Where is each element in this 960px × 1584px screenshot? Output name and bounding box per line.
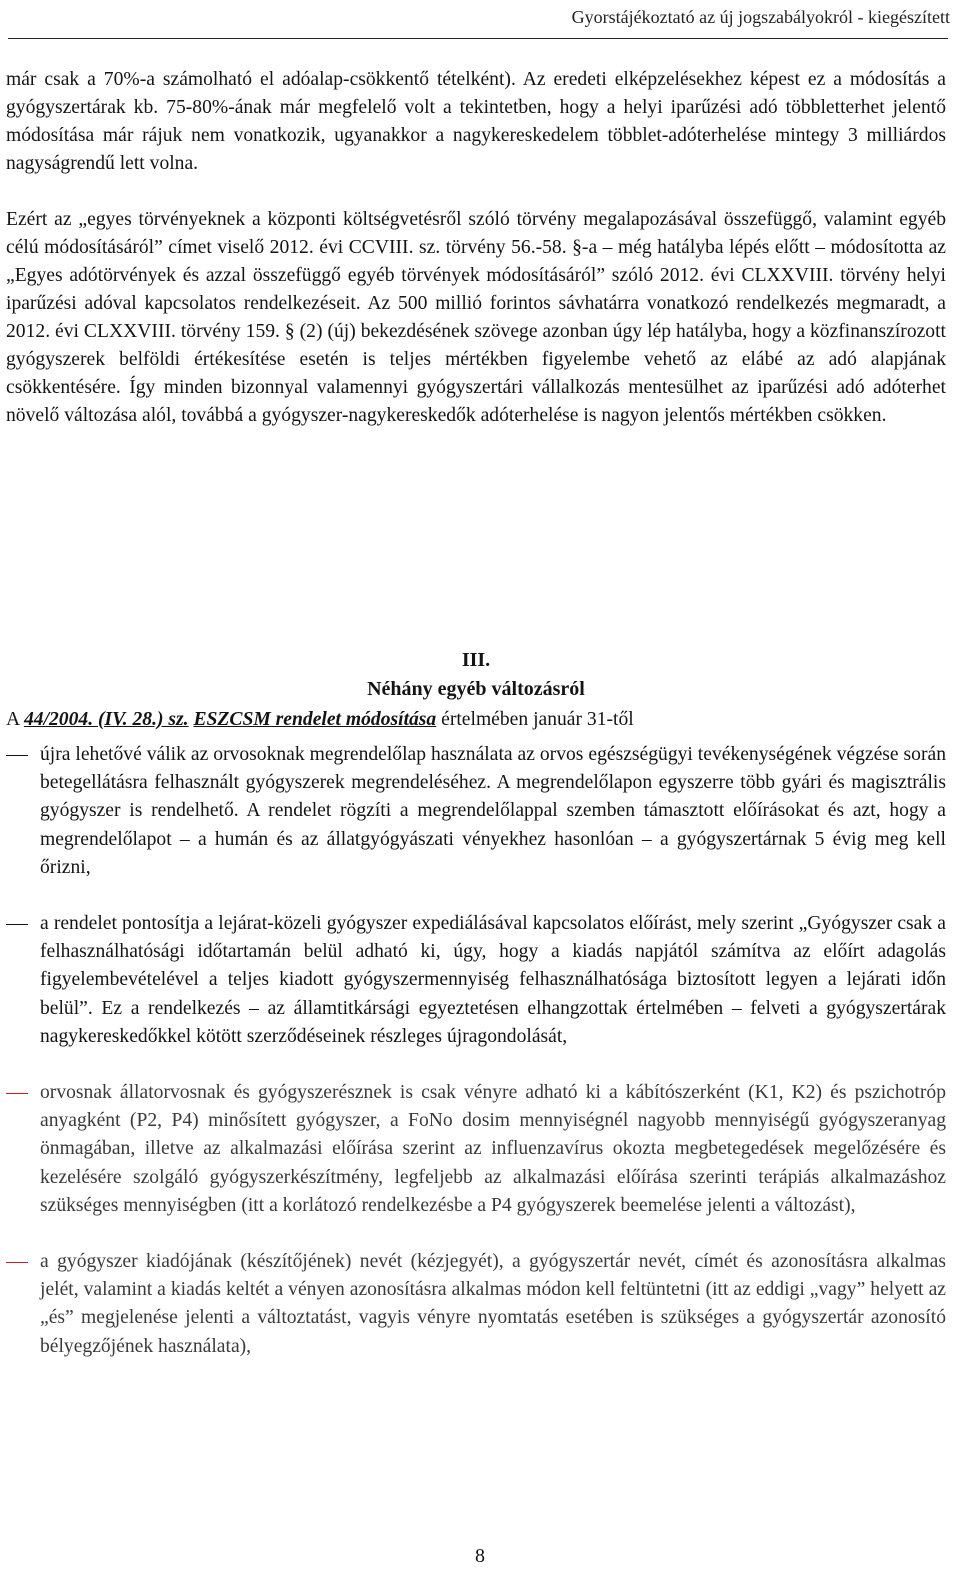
running-header: Gyorstájékoztató az új jogszabályokról - kiegészített bbox=[571, 7, 950, 27]
list-item bbox=[6, 1248, 946, 1361]
dash-bullet-icon bbox=[6, 910, 28, 938]
dash-bullet-icon bbox=[6, 1079, 28, 1107]
intro-suffix: értelmében január 31-től bbox=[436, 709, 634, 730]
page-number: 8 bbox=[475, 1545, 485, 1567]
section-title: Néhány egyéb változásról bbox=[367, 678, 585, 700]
list-item-text: a gyógyszer kiadójának (készítőjének) nevét (kézjegyét), a gyógyszertár nevét, címét és azonosításra alkalmas jelét, valamint a kiadás keltét a vényen azonosításra alkalmas módon kell feltüntetni (itt az eddigi „vagy” helyett az „és” megjelenése jelenti a változtatást, vagyis vényre nyomtatás esetében is szükséges a gyógyszertár azonosító bélyegzőjének használata), bbox=[40, 1251, 946, 1357]
section-number: III. bbox=[461, 649, 491, 671]
regulation-number: 44/2004. (IV. 28.) sz. bbox=[23, 709, 189, 730]
intro-line bbox=[6, 706, 946, 734]
section-heading bbox=[6, 646, 946, 704]
dash-bullet-icon bbox=[6, 741, 28, 769]
list-item bbox=[6, 910, 946, 1051]
regulation-title: ESZCSM rendelet módosítása bbox=[193, 709, 437, 730]
paragraph-2: Ezért az „egyes törvényeknek a központi költségvetésről szóló törvény megalapozásával összefüggő, valamint egyéb célú módosításáról” címet viselő 2012. évi CCVIII. sz. törvény 56.-58. §-a – még hatályba lépés előtt – módosította az „Egyes adótörvények és azzal összefüggő egyéb törvények módosításáról” szóló 2012. évi CLXXVIII. törvény helyi iparűzési adóval kapcsolatos rendelkezéseit. Az 500 millió forintos sávhatárra vonatkozó rendelkezés megmaradt, a 2012. évi CLXXVIII. törvény 159. § (2) (új) bekezdésének szövege azonban úgy lép hatályba, hogy a közfinanszírozott gyógyszerek belföldi értékesítése esetén is teljes mértékben figyelembe vehető az elábé az adó alapjának csökkentésére. Így minden bizonnyal valamennyi gyógyszertári vállalkozás mentesülhet az iparűzési adó adóterhet növelő változása alól, továbbá a gyógyszer-nagykereskedők adóterhelése is nagyon jelentős mértékben csökken. bbox=[6, 209, 946, 426]
list-item-text: orvosnak állatorvosnak és gyógyszerésznek is csak vényre adható ki a kábítószerként (K1, K2) és pszichotróp anyagként (P2, P4) minősített gyógyszer, a FoNo dosim mennyiségnél nagyobb mennyiségű gyógyszeranyag önmagában, illetve az alkalmazási előírása szerint az influenzavírus okozta megbetegedések megelőzésére és kezelésére szolgáló gyógyszerkészítmény, legfeljebb az alkalmazási előírása szerinti terápiás alkalmazáshoz szükséges mennyiségben (itt a korlátozó rendelkezésbe a P4 gyógyszerek beemelése jelenti a változást), bbox=[40, 1082, 946, 1216]
list-item-text: újra lehetővé válik az orvosoknak megrendelőlap használata az orvos egészségügyi tevékenységének végzése során betegellátásra felhasznált gyógyszerek megrendeléséhez. A megrendelőlapon egyszerre több gyári és magisztrális gyógyszer is rendelhető. A rendelet rögzíti a megrendelőlappal szemben támasztott előírásokat és azt, hogy a megrendelőlapot – a humán és az állatgyógyászati vényekhez hasonlóan – a gyógyszertárnak 5 évig meg kell őrizni, bbox=[40, 744, 946, 878]
bullet-list bbox=[6, 734, 946, 1361]
list-item bbox=[6, 741, 946, 882]
list-item-text: a rendelet pontosítja a lejárat-közeli gyógyszer expediálásával kapcsolatos előírást, mely szerint „Gyógyszer csak a felhasználhatósági időtartamán belül adható ki, úgy, hogy a kiadás napjától számítva az előírt adagolás figyelembevételével a teljes kiadott gyógyszermennyiség felhasználhatósága biztosított legyen a lejárati időn belül”. Ez a rendelkezés – az államtitkársági egyeztetésen elhangzottak értelmében – felveti a gyógyszertárak nagykereskedőkkel kötött szerződéseinek részleges újragondolását, bbox=[40, 913, 946, 1047]
dash-bullet-icon bbox=[6, 1248, 28, 1276]
body-text bbox=[6, 66, 946, 430]
list-item bbox=[6, 1079, 946, 1220]
intro-prefix: A bbox=[6, 709, 24, 730]
header-rule bbox=[8, 38, 948, 39]
paragraph-1: már csak a 70%-a számolható el adóalap-csökkentő tételként). Az eredeti elképzelésekhez képest ez a módosítás a gyógyszertárak kb. 75-80%-ának már megfelelő volt a tekintetben, hogy a helyi iparűzési adó többletterhet jelentő módosítása már rájuk nem vonatkozik, ugyanakkor a nagykereskedelem többlet-adóterhelése mintegy 3 milliárdos nagyságrendű lett volna. bbox=[6, 69, 946, 174]
